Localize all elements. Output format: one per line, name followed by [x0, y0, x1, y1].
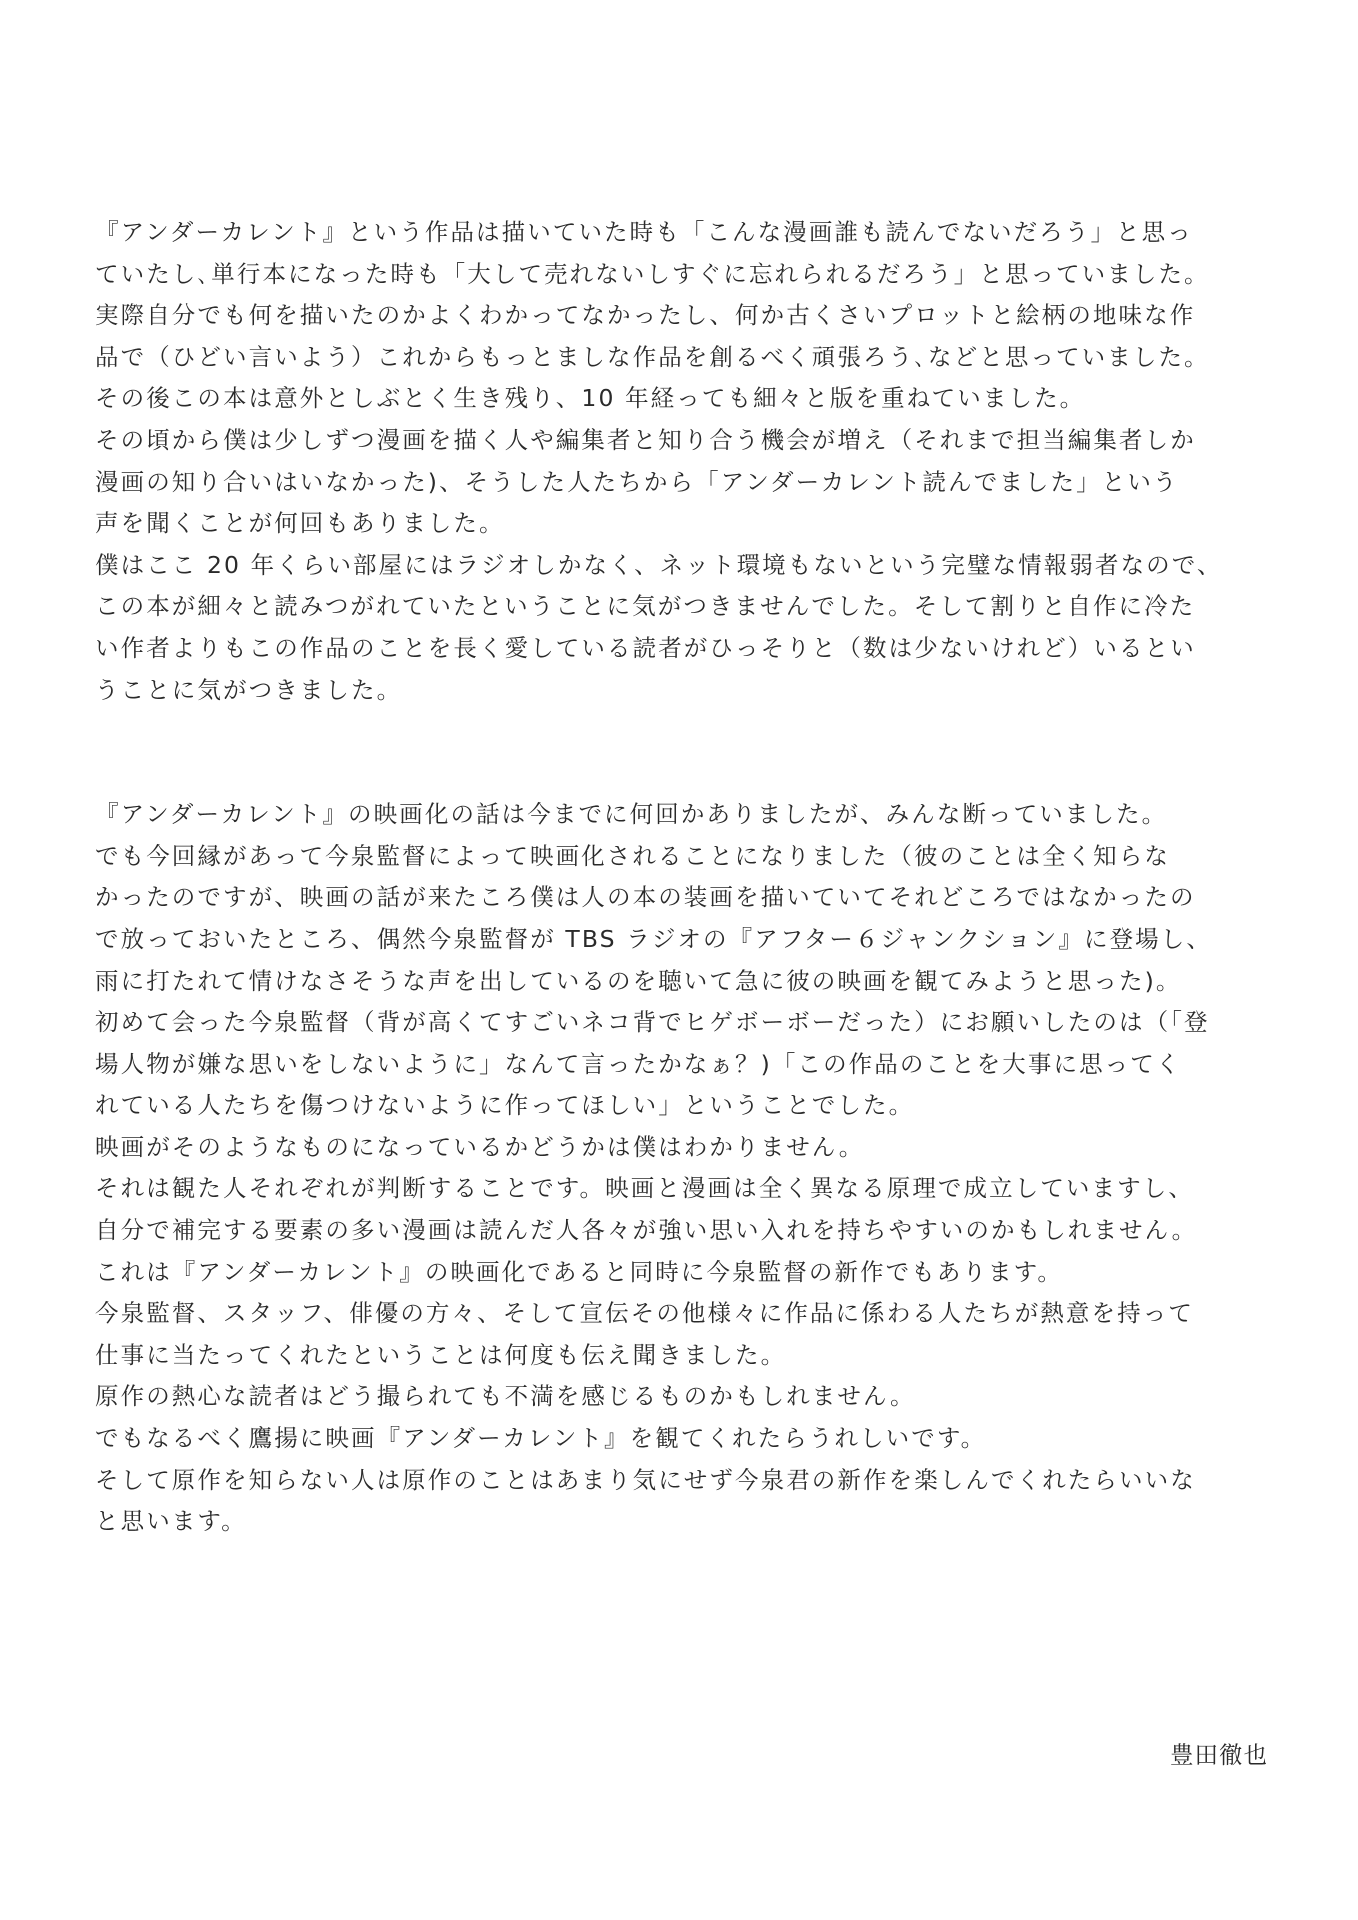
- text-line: ていたし､単行本になった時も「大して売れないしすぐに忘れられるだろう」と思っていました。: [95, 259, 1210, 288]
- text-line: それは観た人それぞれが判断することです。映画と漫画は全く異なる原理で成立していますし、: [95, 1174, 1194, 1203]
- text-line: 品で（ひどい言いよう）これからもっとましな作品を創るべく頑張ろう､などと思っていました。: [95, 342, 1210, 371]
- text-line: 仕事に当たってくれたということは何度も伝え聞きました。: [95, 1340, 787, 1369]
- text-line: その頃から僕は少しずつ漫画を描く人や編集者と知り合う機会が増え（それまで担当編集者しか: [95, 425, 1196, 454]
- text-line: 『アンダーカレント』の映画化の話は今までに何回かありましたが、みんな断っていました。: [95, 800, 1168, 829]
- text-line: で放っておいたところ、偶然今泉監督が TBS ラジオの『アフター６ジャンクション』に登場し、: [95, 924, 1212, 953]
- text-line: 実際自分でも何を描いたのかよくわかってなかったし、何か古くさいプロットと絵柄の地味な作: [95, 301, 1196, 330]
- paragraph-spacer: [95, 711, 1270, 794]
- author-signature: 豊田徹也: [1170, 1741, 1268, 1769]
- text-line: その後この本は意外としぶとく生き残り、10 年経っても細々と版を重ねていました。: [95, 384, 1086, 413]
- text-line: と思います。: [95, 1507, 247, 1536]
- text-line: うことに気がつきました。: [95, 675, 403, 704]
- text-line: 『アンダーカレント』という作品は描いていた時も「こんな漫画誰も読んでないだろう」と思っ: [95, 218, 1193, 246]
- text-line: 初めて会った今泉監督（背が高くてすごいネコ背でヒゲボーボーだった）にお願いしたのは（｢登: [95, 1008, 1210, 1037]
- text-line: 漫画の知り合いはいなかった)、そうした人たちから「アンダーカレント読んでました」という: [95, 467, 1179, 496]
- text-line: 僕はここ 20 年くらい部屋にはラジオしかなく、ネット環境もないという完璧な情報弱者なので、: [95, 550, 1223, 579]
- paragraph-2: [95, 794, 1270, 1543]
- text-line: かったのですが、映画の話が来たころ僕は人の本の装画を描いていてそれどころではなかったの: [95, 883, 1196, 912]
- text-line: この本が細々と読みつがれていたということに気がつきませんでした。そして割りと自作に冷た: [95, 592, 1196, 621]
- text-line: い作者よりもこの作品のことを長く愛している読者がひっそりと（数は少ないけれど）いるとい: [95, 633, 1196, 662]
- text-line: 声を聞くことが何回もありました。: [95, 509, 505, 538]
- text-line: 映画がそのようなものになっているかどうかは僕はわかりません。: [95, 1132, 865, 1161]
- text-line: 原作の熱心な読者はどう撮られても不満を感じるものかもしれません。: [95, 1382, 916, 1411]
- text-line: れている人たちを傷つけないように作ってほしい」ということでした。: [95, 1091, 915, 1120]
- paragraph-1: [95, 212, 1270, 711]
- text-line: 今泉監督、スタッフ、俳優の方々、そして宣伝その他様々に作品に係わる人たちが熱意を持って: [95, 1299, 1194, 1328]
- text-line: これは『アンダーカレント』の映画化であると同時に今泉監督の新作でもあります。: [95, 1257, 1063, 1286]
- text-line: でもなるべく鷹揚に映画『アンダーカレント』を観てくれたらうれしいです。: [95, 1424, 987, 1453]
- text-line: 自分で補完する要素の多い漫画は読んだ人各々が強い思い入れを持ちやすいのかもしれません。: [95, 1216, 1198, 1245]
- text-line: 場人物が嫌な思いをしないように」なんて言ったかなぁ？)「この作品のことを大事に思ってく: [95, 1049, 1182, 1078]
- text-line: そして原作を知らない人は原作のことはあまり気にせず今泉君の新作を楽しんでくれたらいいな: [95, 1465, 1196, 1494]
- text-line: 雨に打たれて情けなさそうな声を出しているのを聴いて急に彼の映画を観てみようと思った)。: [95, 966, 1182, 995]
- text-line: でも今回縁があって今泉監督によって映画化されることになりました（彼のことは全く知らな: [95, 841, 1170, 870]
- letter-body: [95, 212, 1270, 1543]
